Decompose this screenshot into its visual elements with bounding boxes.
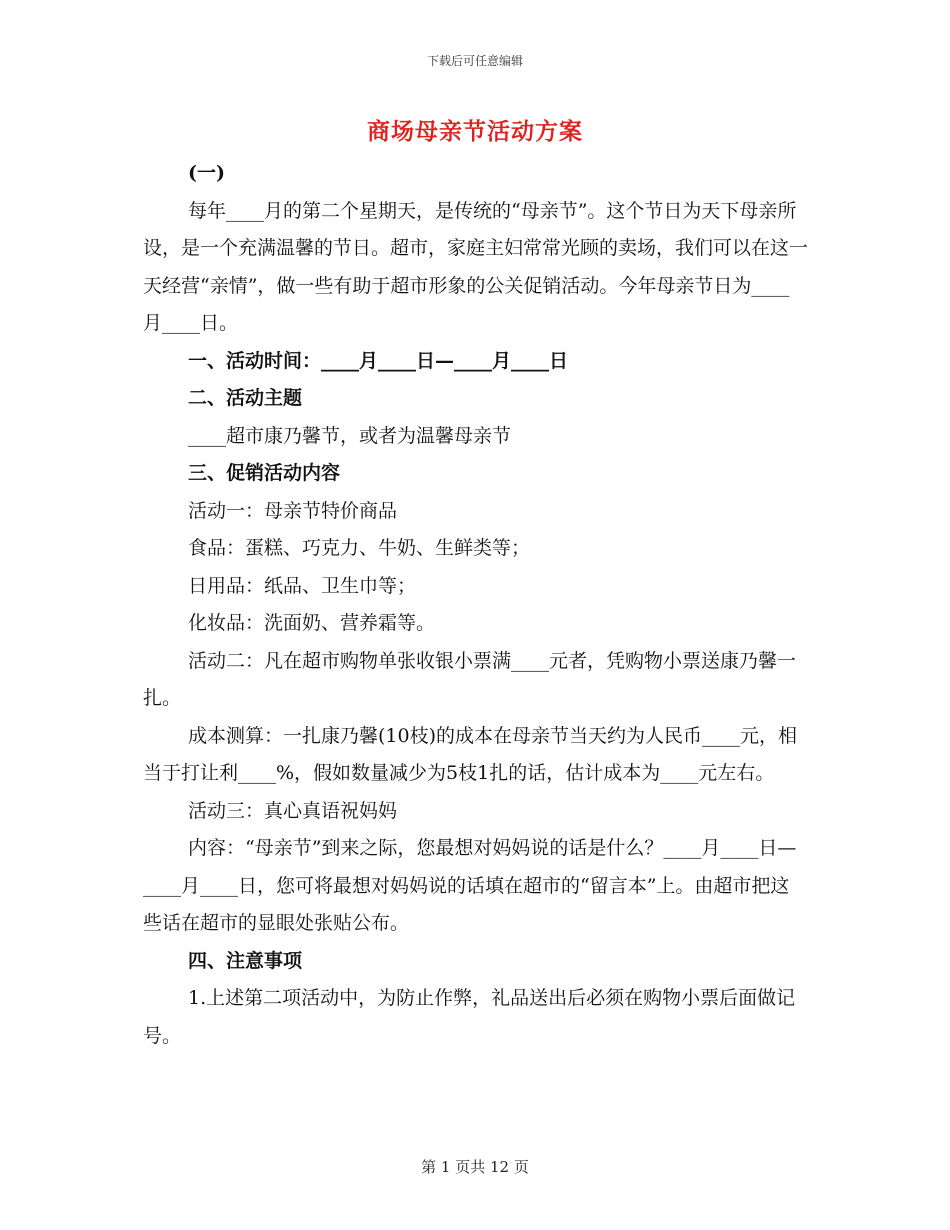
- page-footer: 第 1 页共 12 页: [421, 1158, 529, 1176]
- document-title: 商场母亲节活动方案: [367, 118, 583, 145]
- theme-paragraph: ____超市康乃馨节，或者为温馨母亲节: [188, 424, 512, 447]
- heading-activity-theme: 二、活动主题: [188, 387, 303, 409]
- note-item-1: 1.上述第二项活动中，为防止作弊，礼品送出后必须在购物小票后面做记号。: [143, 987, 796, 1047]
- activity-one: 活动一：母亲节特价商品: [188, 499, 398, 522]
- heading-activity-time: 一、活动时间：____月____日—____月____日: [188, 349, 569, 372]
- cosmetics-list: 化妆品：洗面奶、营养霜等。: [188, 612, 436, 634]
- activity-two: 活动二：凡在超市购物单张收银小票满____元者，凭购物小票送康乃馨一扎。: [143, 649, 797, 709]
- section-number: (一): [188, 162, 225, 184]
- page-header: 下载后可任意编辑: [426, 54, 523, 68]
- heading-promotion-content: 三、促销活动内容: [188, 462, 341, 484]
- activity-three-content: 内容：“母亲节”到来之际，您最想对妈妈说的话是什么？____月____日—____月____日，您可将最想对妈妈说的话填在超市的“留言本”上。由超市把这些话在超市的显眼处张贴公布。: [143, 837, 797, 934]
- document-body: [143, 155, 808, 1055]
- cost-estimate: 成本测算：一扎康乃馨(10枝)的成本在母亲节当天约为人民币____元，相当于打让利____%，假如数量减少为5枝1扎的话，估计成本为____元左右。: [143, 724, 798, 784]
- heading-notes: 四、注意事项: [188, 949, 303, 972]
- daily-goods-list: 日用品：纸品、卫生巾等；: [188, 574, 417, 597]
- food-list: 食品：蛋糕、巧克力、牛奶、生鲜类等；: [188, 537, 531, 559]
- activity-three: 活动三：真心真语祝妈妈: [188, 799, 398, 822]
- intro-paragraph: 每年____月的第二个星期天，是传统的“母亲节”。这个节日为天下母亲所设，是一个充满温馨的节日。超市，家庭主妇常常光顾的卖场，我们可以在这一天经营“亲情”，做一些有助于超市形象的公关促销活动。今年母亲节日为____月____日。: [143, 199, 809, 334]
